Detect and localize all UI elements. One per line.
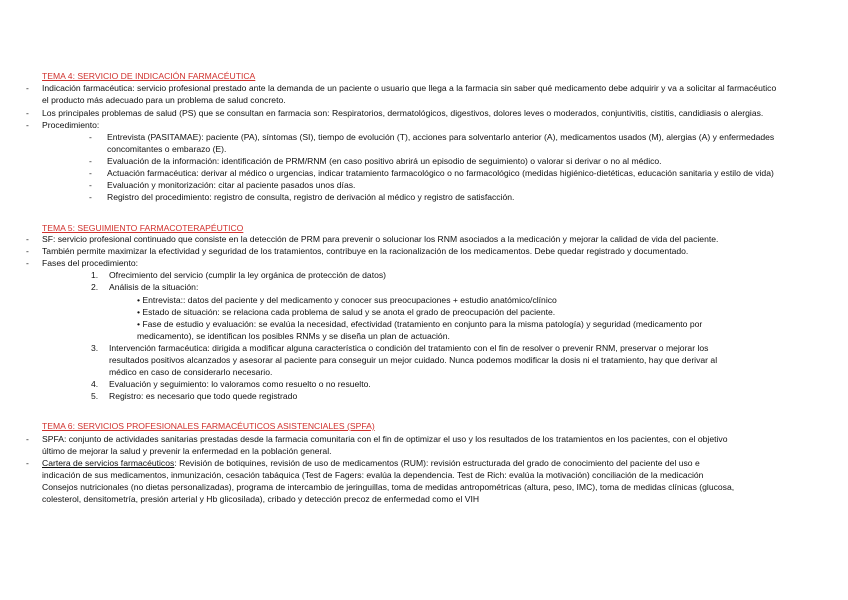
step-evaluacion: Evaluación de la información: identificación de PRM/RNM (en caso positivo abrirá un episodio de seguimiento) o valorar si derivar o no al médico. [107,156,662,166]
phase-intervencion-line1: Intervención farmacéutica: dirigida a modificar alguna característica o condición del tratamiento con el fin de resolver o prevenir RNM, preservar o mejorar los [109,343,709,353]
phase-number: 1. [91,270,99,280]
indicacion-definition-line2: el producto más adecuado para un problema de salud concreto. [42,95,286,105]
indicacion-definition-line1: Indicación farmacéutica: servicio profesional prestado ante la demanda de un paciente o usuario que llega a la farmacia sin saber qué medicamento debe adquirir y va a solicitar al farmacéutico [42,83,777,93]
phase-number: 5. [91,391,99,401]
sub-dash-bullet: - [89,180,92,190]
principales-problemas: Los principales problemas de salud (PS) que se consultan en farmacia son: Respiratorios, dermatológicos, digestivos, dolores leves o moderados, conjuntivitis, cistitis, candidiasis o alergias. [42,108,764,118]
sub-dash-bullet: - [89,192,92,202]
step-registro: Registro del procedimiento: registro de consulta, registro de derivación al médico y registro de satisfacción. [107,192,515,202]
phase-intervencion-line2: resultados positivos alcanzados y asesorar al paciente para conseguir un mejor cuidado. Nunca podemos modificar la dosis ni el tratamiento, hay que derivar al [109,355,718,365]
analisis-entrevista: • Entrevista:: datos del paciente y del medicamento y conocer sus preocupaciones + estudio anatómico/clínico [137,295,557,305]
step-entrevista-line1: Entrevista (PASITAMAE): paciente (PA), síntomas (SI), tiempo de evolución (T), acciones para solventarlo anterior (A), medicamentos usados (M), alergias (A) y enfermedades [107,132,775,142]
sub-dash-bullet: - [89,168,92,178]
section5-title: TEMA 5: SEGUIMIENTO FARMACOTERAPÉUTICO [42,223,244,233]
procedimiento-label: Procedimiento: [42,120,100,130]
phase-number: 4. [91,379,99,389]
cartera-line3: Consejos nutricionales (no dietas personalizadas), programa de intercambio de jeringuillas, toma de medidas antropométricas (altura, peso, IMC), toma de medidas clínicas (glucosa, [42,482,735,492]
dash-bullet: - [26,258,29,268]
dash-bullet: - [26,120,29,130]
fases-label: Fases del procedimiento: [42,258,139,268]
phase-registro: Registro: es necesario que todo quede registrado [109,391,298,401]
step-monitorizacion: Evaluación y monitorización: citar al paciente pasados unos días. [107,180,356,190]
phase-number: 2. [91,282,99,292]
dash-bullet: - [26,108,29,118]
section4-title: TEMA 4: SERVICIO DE INDICACIÓN FARMACÉUTICA [42,71,256,81]
analisis-estudio-line2: medicamento), se identifican los posibles RNMs y se diseña un plan de actuación. [137,331,450,341]
dash-bullet: - [26,83,29,93]
dash-bullet: - [26,434,29,444]
dash-bullet: - [26,246,29,256]
cartera-line1 [42,457,700,469]
phase-analisis: Análisis de la situación: [109,282,199,292]
sub-dash-bullet: - [89,156,92,166]
sf-definition-line1: SF: servicio profesional continuado que consiste en la detección de PRM para prevenir o solucionar los RNM asociados a la medicación y mejorar la calidad de vida del paciente. [42,234,719,244]
sub-dash-bullet: - [89,132,92,142]
cartera-line4: colesterol, densitometría, presión arterial y Hb glicosilada), cribado y detección precoz de enfermedad como el VIH [42,494,480,504]
phase-evaluacion: Evaluación y seguimiento: lo valoramos como resuelto o no resuelto. [109,379,371,389]
phase-number: 3. [91,343,99,353]
cartera-line2: indicación de sus medicamentos, inmunización, cesación tabáquica (Test de Fagers: evalúa la dependencia. Test de Rich: evalúa la motivación) conciliación de la medicación [42,470,704,480]
spfa-definition-line1: SPFA: conjunto de actividades sanitarias prestadas desde la farmacia comunitaria con el fin de optimizar el uso y los resultados de los tratamientos en los pacientes, con el objetivo [42,434,728,444]
dash-bullet: - [26,458,29,468]
analisis-estado: • Estado de situación: se relaciona cada problema de salud y se anota el grado de preocupación del paciente. [137,307,556,317]
phase-intervencion-line3: médico en caso de considerarlo necesario. [109,367,273,377]
step-actuacion: Actuación farmacéutica: derivar al médico o urgencias, indicar tratamiento farmacológico o no farmacológico (medidas higiénico-dietéticas, educación sanitaria y estilo de vida) [107,168,774,178]
step-entrevista-line2: concomitantes o embarazo (E). [107,144,227,154]
analisis-estudio-line1: • Fase de estudio y evaluación: se evalúa la necesidad, efectividad (tratamiento en conjunto para la misma patología) y seguridad (medicamento por [137,319,703,329]
spfa-definition-line2: último de mejorar la salud y prevenir la enfermedad en la población general. [42,446,332,456]
phase-ofrecimiento: Ofrecimiento del servicio (cumplir la ley orgánica de protección de datos) [109,270,387,280]
cartera-line1-text: : Revisión de botiquines, revisión de uso de medicamentos (RUM): revisión estructurada del grado de conocimiento del paciente del uso e [174,458,700,468]
dash-bullet: - [26,234,29,244]
sf-definition-line2: También permite maximizar la efectividad y seguridad de los tratamientos, contribuye en la racionalización de los medicamentos. Debe quedar registrado y documentado. [42,246,689,256]
cartera-label: Cartera de servicios farmacéuticos [42,458,175,468]
section6-title: TEMA 6: SERVICIOS PROFESIONALES FARMACÉUTICOS ASISTENCIALES (SPFA) [42,421,375,431]
